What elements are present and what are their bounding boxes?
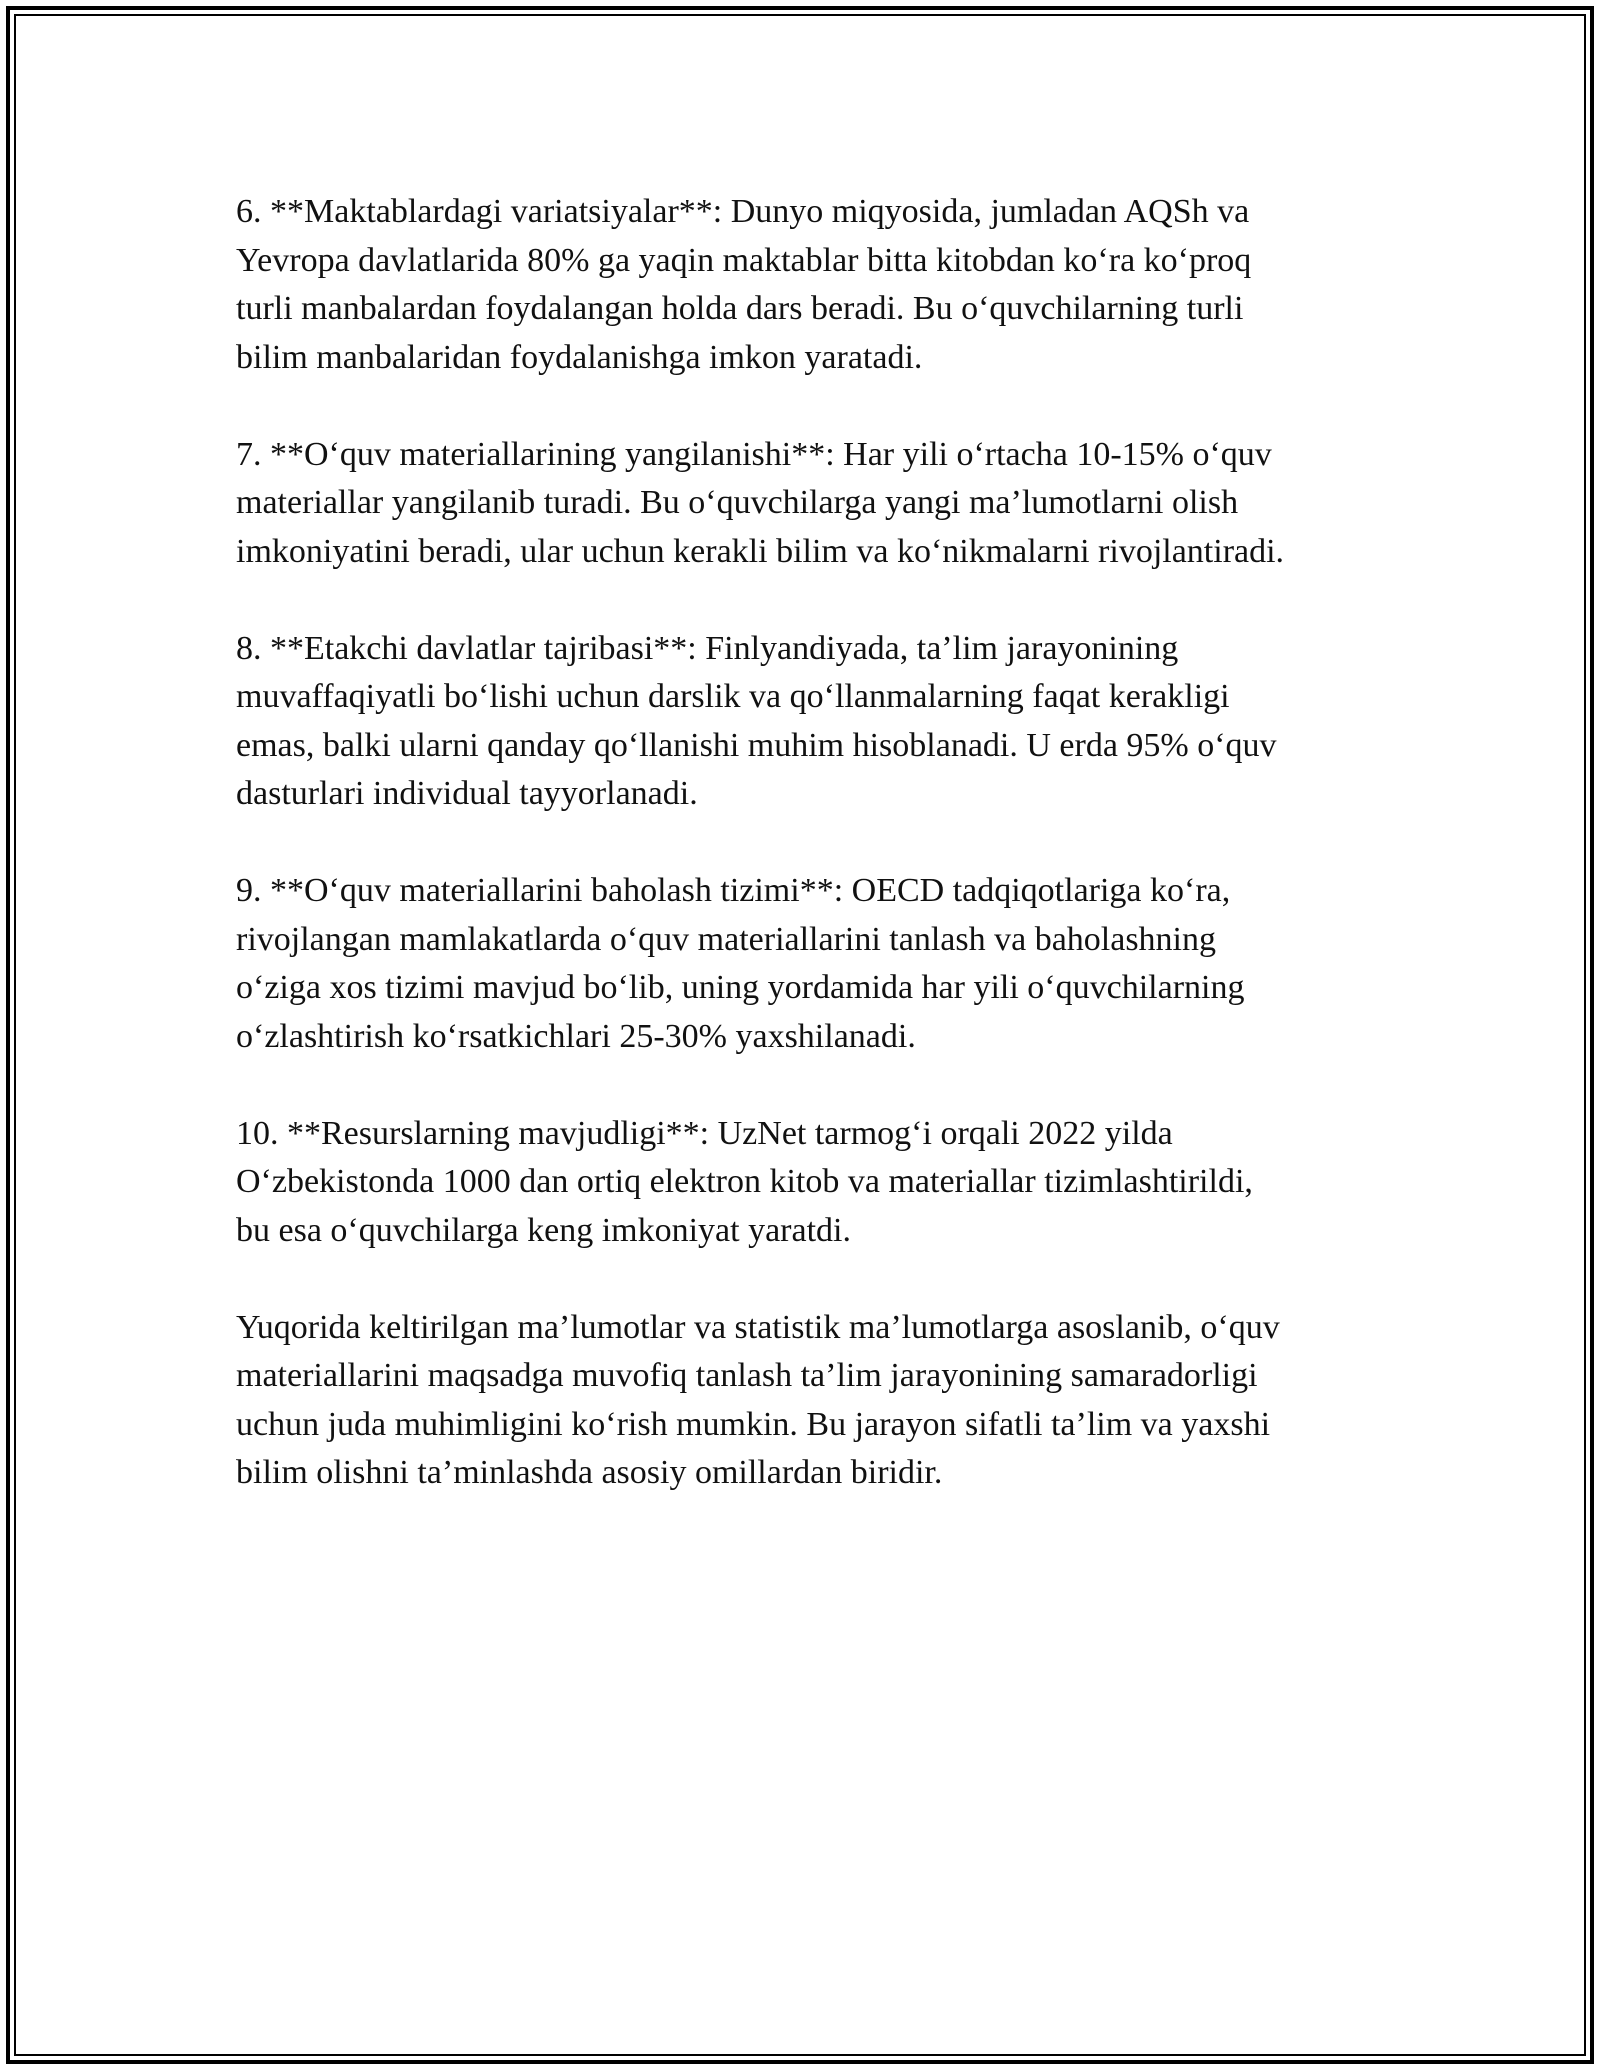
text-line: 9. **O‘quv materiallarini baholash tizimi**: OECD tadqiqotlariga ko‘ra, — [236, 872, 1231, 909]
paragraph-6 — [236, 1304, 1396, 1498]
text-line: rivojlangan mamlakatlarda o‘quv materiallarini tanlash va baholashning — [236, 920, 1217, 958]
text-line: O‘zbekistonda 1000 dan ortiq elektron kitob va materiallar tizimlashtirildi, — [236, 1163, 1253, 1200]
paragraph-3 — [236, 625, 1396, 819]
document-body — [236, 188, 1396, 1546]
text-line: uchun juda muhimligini ko‘rish mumkin. Bu jarayon sifatli ta’lim va yaxshi — [236, 1405, 1271, 1443]
text-line: dasturlari individual tayyorlanadi. — [236, 775, 698, 812]
text-line: turli manbalardan foydalangan holda dars beradi. Bu o‘quvchilarning turli — [236, 290, 1244, 327]
text-line: muvaffaqiyatli bo‘lishi uchun darslik va qo‘llanmalarning faqat kerakligi — [236, 678, 1230, 715]
text-line: 7. **O‘quv materiallarining yangilanishi**: Har yili o‘rtacha 10-15% o‘quv — [236, 435, 1272, 473]
text-line: materiallarini maqsadga muvofiq tanlash ta’lim jarayonining samaradorligi — [236, 1357, 1258, 1394]
text-line: emas, balki ularni qanday qo‘llanishi muhim hisoblanadi. U erda 95% o‘quv — [236, 726, 1277, 764]
paragraph-2 — [236, 431, 1396, 577]
text-line: bu esa o‘quvchilarga keng imkoniyat yaratdi. — [236, 1211, 851, 1249]
text-line: 6. **Maktablardagi variatsiyalar**: Dunyo miqyosida, jumladan AQSh va — [236, 193, 1250, 230]
text-line: Yuqorida keltirilgan ma’lumotlar va statistik ma’lumotlarga asoslanib, o‘quv — [236, 1308, 1280, 1346]
text-line: bilim manbalaridan foydalanishga imkon yaratadi. — [236, 338, 923, 376]
text-line: 8. **Etakchi davlatlar tajribasi**: Finlyandiyada, ta’lim jarayonining — [236, 629, 1179, 667]
text-line: materiallar yangilanib turadi. Bu o‘quvchilarga yangi ma’lumotlarni olish — [236, 484, 1239, 521]
text-line: imkoniyatini beradi, ular uchun kerakli bilim va ko‘nikmalarni rivojlantiradi. — [236, 532, 1285, 570]
text-line: o‘ziga xos tizimi mavjud bo‘lib, uning yordamida har yili o‘quvchilarning — [236, 969, 1245, 1006]
paragraph-4 — [236, 867, 1396, 1061]
text-line: Yevropa davlatlarida 80% ga yaqin maktablar bitta kitobdan ko‘ra ko‘proq — [236, 241, 1252, 279]
text-line: bilim olishni ta’minlashda asosiy omillardan biridir. — [236, 1454, 943, 1491]
text-line: 10. **Resurslarning mavjudligi**: UzNet tarmog‘i orqali 2022 yilda — [236, 1114, 1173, 1152]
paragraph-5 — [236, 1110, 1396, 1256]
text-line: o‘zlashtirish ko‘rsatkichlari 25-30% yaxshilanadi. — [236, 1017, 916, 1055]
paragraph-1 — [236, 188, 1396, 382]
